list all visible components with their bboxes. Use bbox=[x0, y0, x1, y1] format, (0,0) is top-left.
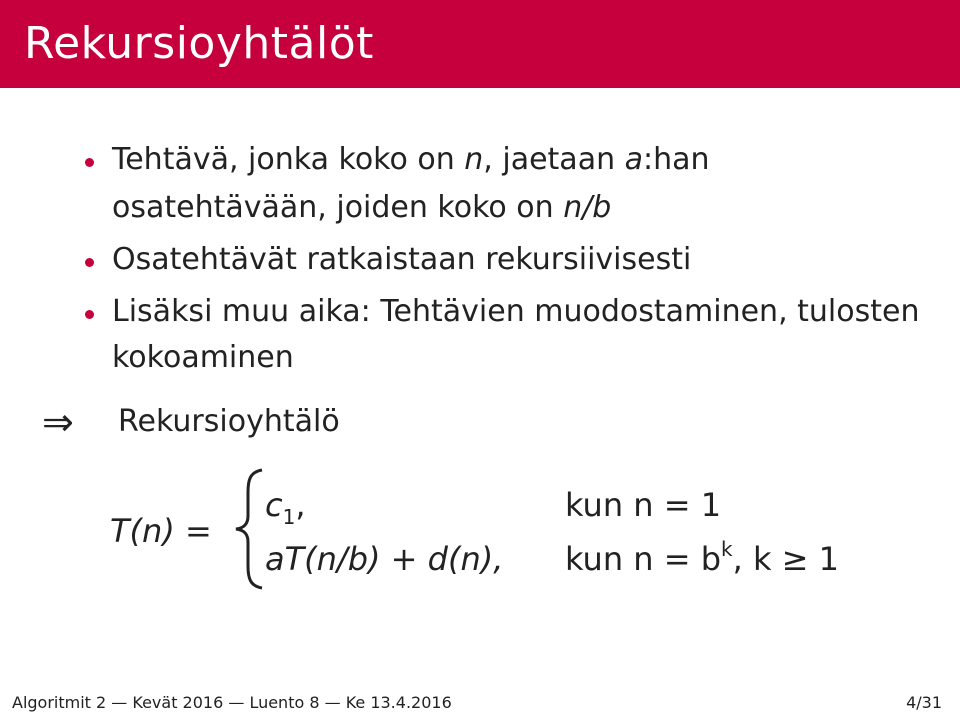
bullet-1-var-a: a bbox=[624, 142, 644, 177]
bullet-1-text-b: , jaetaan bbox=[483, 142, 625, 177]
equation-lhs-text: T(n) = bbox=[110, 512, 212, 550]
case-2-condition bbox=[565, 537, 840, 578]
case-2-superscript: k bbox=[721, 537, 733, 561]
slide-title: Rekursioyhtälöt bbox=[24, 18, 374, 69]
case-2-expression bbox=[265, 540, 503, 578]
case-2-condition-b: , k ≥ 1 bbox=[732, 540, 840, 578]
case-1-comma: , bbox=[295, 486, 306, 524]
bullet-3-line-2: kokoaminen bbox=[112, 340, 294, 375]
implies-arrow-icon: ⇒ bbox=[42, 400, 74, 444]
case-1-condition-text: kun n = 1 bbox=[565, 486, 722, 524]
bullet-1-line-2 bbox=[112, 190, 611, 225]
left-brace-icon bbox=[232, 468, 268, 590]
case-1-expression bbox=[265, 486, 306, 529]
bullet-1-text-c: :han bbox=[643, 142, 710, 177]
case-1-c: c bbox=[265, 486, 283, 524]
bullet-1-text-d: osatehtävään, joiden koko on bbox=[112, 190, 564, 225]
bullet-1-var-n: n bbox=[464, 142, 484, 177]
case-1-condition bbox=[565, 486, 721, 524]
conclusion-text: Rekursioyhtälö bbox=[118, 404, 340, 439]
bullet-1-text-a: Tehtävä, jonka koko on bbox=[112, 142, 465, 177]
bullet-2-line-1: Osatehtävät ratkaistaan rekursiivisesti bbox=[112, 242, 692, 277]
title-bar bbox=[0, 0, 960, 88]
footer-left-text: Algoritmit 2 — Kevät 2016 — Luento 8 — Ke 13.4.2016 bbox=[12, 693, 452, 712]
bullet-dot-icon bbox=[85, 158, 94, 167]
bullet-1-expr-nb: n/b bbox=[563, 190, 612, 225]
bullet-1-line-1 bbox=[112, 142, 710, 177]
bullet-dot-icon bbox=[85, 310, 94, 319]
case-1-subscript: 1 bbox=[282, 505, 296, 529]
footer bbox=[0, 690, 960, 715]
bullet-dot-icon bbox=[85, 258, 94, 267]
case-2-condition-a: kun n = b bbox=[565, 540, 722, 578]
bullet-3-line-1: Lisäksi muu aika: Tehtävien muodostaminen, tulosten bbox=[112, 294, 920, 329]
page-number: 4/31 bbox=[906, 693, 942, 712]
equation-lhs bbox=[110, 512, 212, 550]
case-2-expr-text: aT(n/b) + d(n), bbox=[265, 540, 504, 578]
